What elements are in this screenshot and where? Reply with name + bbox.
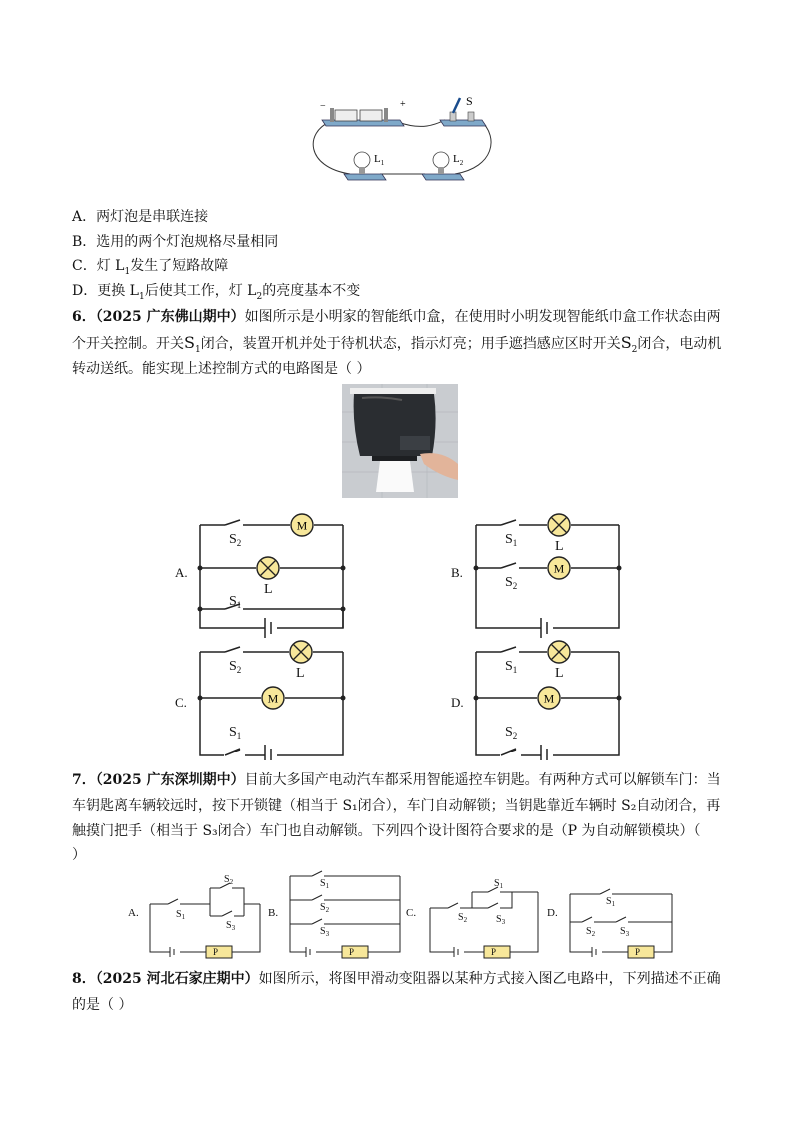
- svg-text:S1: $S_1$: [320, 878, 330, 890]
- q7-stem-line1: 7．（2025 广东深圳期中）目前大多国产电动汽车都采用智能遥控车钥匙。有两种方式可以解锁车门：当: [72, 772, 721, 788]
- motor-icon: [291, 514, 313, 536]
- lamp-icon: [548, 514, 570, 536]
- q7-circuit-a: [150, 883, 260, 958]
- q5-option-d: D．更换 $L_1$后使其工作，灯 $L_2$的亮度基本不变: [72, 283, 361, 302]
- q6-circuit-b: [476, 520, 619, 638]
- svg-text:S2: $S_2$: [586, 926, 596, 938]
- tissue-dispenser-photo: [342, 384, 458, 498]
- q6-b-l-label: L: [555, 539, 564, 554]
- q5-option-c: C．灯 $L_1$发生了短路故障: [72, 258, 229, 277]
- svg-text:S1: $S_1$: [494, 878, 504, 890]
- q6-c-l-label: L: [296, 666, 305, 681]
- svg-text:S3: $S_3$: [620, 926, 630, 938]
- q6-a-s2-label: $S_2$: [229, 532, 242, 548]
- q6-a-l-label: L: [264, 582, 273, 597]
- lamp-icon: [548, 641, 570, 663]
- svg-text:S3: $S_3$: [226, 920, 236, 932]
- motor-icon: [262, 687, 284, 709]
- svg-text:M: M: [543, 691, 555, 706]
- q5-option-a: A．两灯泡是串联连接: [72, 209, 209, 225]
- svg-text:S3: $S_3$: [496, 914, 506, 926]
- svg-text:S2: $S_2$: [224, 874, 234, 886]
- lamp2-label: $L_2$: [453, 153, 464, 167]
- svg-text:M: M: [296, 518, 308, 533]
- q6-b-s2-label: $S_2$: [505, 575, 518, 591]
- q6-d-l-label: L: [555, 666, 564, 681]
- q7-stem-line4: ）: [72, 847, 86, 863]
- q6-option-a-letter: A.: [175, 565, 188, 580]
- battery-holder-icon: [322, 108, 404, 126]
- q7-option-d-letter: D.: [547, 907, 558, 919]
- q6-option-b-letter: B.: [451, 565, 463, 580]
- svg-text:S3: $S_3$: [320, 926, 330, 938]
- battery-minus-label: −: [320, 101, 326, 112]
- svg-text:S1: $S_1$: [606, 896, 616, 908]
- lamp-icon: [290, 641, 312, 663]
- q7-circuit-options: [120, 864, 685, 962]
- q5-option-b: B．选用的两个灯泡规格尽量相同: [72, 234, 279, 250]
- q7-option-c-letter: C.: [406, 907, 417, 919]
- battery-plus-label: +: [400, 99, 406, 110]
- q7-option-b-letter: B.: [268, 907, 279, 919]
- switch-label: S: [466, 94, 473, 108]
- q6-b-s1-label: $S_1$: [505, 532, 518, 548]
- q6-a-s1-label: $S_1$: [229, 594, 242, 610]
- lamp1-label: $L_1$: [374, 153, 385, 167]
- q6-stem-line1: 6．（2025 广东佛山期中）如图所示是小明家的智能纸巾盒，在使用时小明发现智能纸巾盒工作状态由两: [72, 309, 721, 325]
- q5-circuit-figure: [300, 92, 500, 192]
- q7-circuit-c: [430, 887, 538, 958]
- svg-text:S2: $S_2$: [458, 912, 468, 924]
- q6-stem-line3: 转动送纸。能实现上述控制方式的电路图是（ ）: [72, 361, 371, 377]
- knife-switch-icon: [440, 98, 486, 126]
- q6-c-s1-label: $S_1$: [229, 725, 242, 741]
- svg-text:P: P: [491, 947, 497, 957]
- q8-stem-line1: 8．（2025 河北石家庄期中）如图所示，将图甲滑动变阻器以某种方式接入图乙电路中，下列描述不正确: [72, 971, 721, 987]
- q6-stem-line2: 个开关控制。开关$S_1$闭合，装置开机并处于待机状态，指示灯亮；用手遮挡感应区时开关$S_2$闭合，电动机: [72, 333, 722, 355]
- svg-text:S2: $S_2$: [320, 902, 330, 914]
- q7-stem-line3: 触摸门把手（相当于 S₃闭合）车门也自动解锁。下列四个设计图符合要求的是（P 为自动解锁模块）（: [72, 823, 701, 839]
- q6-d-s2-label: $S_2$: [505, 725, 518, 741]
- svg-text:P: P: [635, 947, 641, 957]
- motor-icon: [538, 687, 560, 709]
- q6-option-d-letter: D.: [451, 695, 464, 710]
- q6-c-s2-label: $S_2$: [229, 659, 242, 675]
- svg-text:M: M: [553, 561, 565, 576]
- q7-option-a-letter: A.: [128, 907, 139, 919]
- svg-text:S1: $S_1$: [176, 909, 186, 921]
- svg-text:M: M: [267, 691, 279, 706]
- q8-stem-line2: 的是（ ）: [72, 997, 133, 1013]
- q6-option-c-letter: C.: [175, 695, 187, 710]
- motor-icon: [548, 557, 570, 579]
- q7-circuit-d: [570, 889, 672, 958]
- q7-circuit-b: [290, 871, 400, 958]
- q6-circuit-options: [165, 505, 635, 760]
- q7-stem-line2: 车钥匙离车辆较远时，按下开锁键（相当于 S₁闭合），车门自动解锁；当钥匙靠近车辆时 S₂自动闭合，再: [72, 798, 721, 814]
- q6-d-s1-label: $S_1$: [505, 659, 518, 675]
- lamp-icon: [257, 557, 279, 579]
- svg-text:P: P: [349, 947, 355, 957]
- svg-text:P: P: [213, 947, 219, 957]
